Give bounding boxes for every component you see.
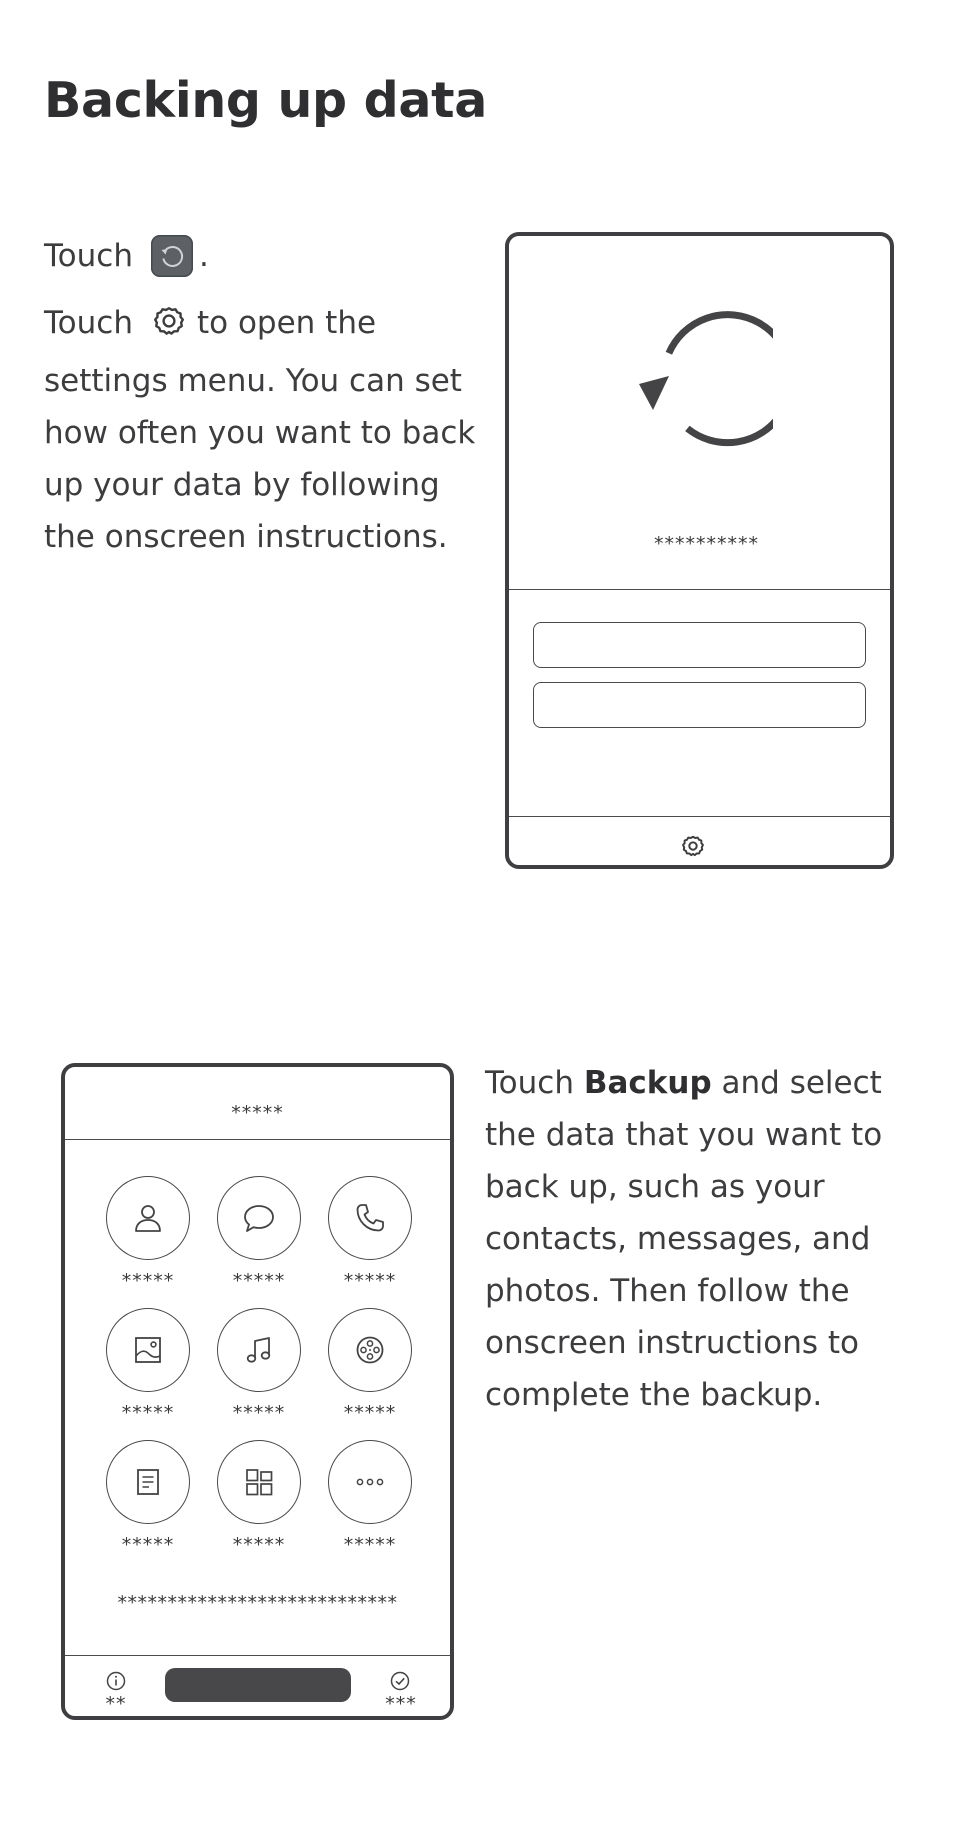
more-icon bbox=[353, 1476, 387, 1488]
chat-bubble-icon bbox=[241, 1201, 277, 1235]
item-label: ***** bbox=[343, 1402, 397, 1424]
item-label: ***** bbox=[232, 1270, 286, 1292]
calls-button[interactable] bbox=[328, 1176, 412, 1260]
page-title: Backing up data bbox=[44, 72, 488, 129]
music-note-icon bbox=[242, 1333, 276, 1367]
item-label: ***** bbox=[121, 1270, 175, 1292]
info-line: **************************** bbox=[117, 1592, 398, 1614]
touch-word: Touch bbox=[44, 238, 133, 274]
period: . bbox=[198, 238, 209, 274]
step-1-text bbox=[44, 230, 484, 282]
step-2-body: to open the settings menu. You can set how often you want to back up your data by following the onscreen instructions. bbox=[44, 305, 476, 555]
refresh-icon bbox=[625, 306, 773, 454]
backup-app-icon bbox=[151, 235, 193, 277]
touch-word: Touch bbox=[485, 1065, 574, 1101]
divider bbox=[509, 816, 890, 817]
divider bbox=[65, 1655, 450, 1656]
apps-button[interactable] bbox=[217, 1440, 301, 1524]
messages-button[interactable] bbox=[217, 1176, 301, 1260]
gear-icon bbox=[151, 303, 187, 355]
step-2-text bbox=[44, 297, 484, 563]
documents-button[interactable] bbox=[106, 1440, 190, 1524]
phone-data-selection-screen bbox=[61, 1063, 454, 1720]
image-icon bbox=[132, 1334, 164, 1366]
videos-button[interactable] bbox=[328, 1308, 412, 1392]
item-label: ***** bbox=[232, 1402, 286, 1424]
step-3-text bbox=[485, 1057, 930, 1421]
item-label: ***** bbox=[121, 1534, 175, 1556]
phone-icon bbox=[353, 1201, 387, 1235]
photos-button[interactable] bbox=[106, 1308, 190, 1392]
backup-keyword: Backup bbox=[583, 1065, 712, 1101]
divider bbox=[509, 589, 890, 590]
apps-grid-icon bbox=[243, 1466, 275, 1498]
contacts-button[interactable] bbox=[106, 1176, 190, 1260]
film-reel-icon bbox=[353, 1333, 387, 1367]
bottom-left-label: ** bbox=[105, 1693, 127, 1715]
backup-button[interactable] bbox=[165, 1668, 351, 1702]
item-label: ***** bbox=[343, 1534, 397, 1556]
gear-icon[interactable] bbox=[680, 833, 706, 863]
restore-option-field[interactable] bbox=[533, 682, 866, 728]
item-label: ***** bbox=[232, 1534, 286, 1556]
music-button[interactable] bbox=[217, 1308, 301, 1392]
bottom-right-label: *** bbox=[385, 1693, 417, 1715]
item-label: ***** bbox=[121, 1402, 175, 1424]
backup-option-field[interactable] bbox=[533, 622, 866, 668]
phone-backup-screen bbox=[505, 232, 894, 869]
more-button[interactable] bbox=[328, 1440, 412, 1524]
document-icon bbox=[132, 1466, 164, 1498]
divider bbox=[65, 1139, 450, 1140]
touch-word: Touch bbox=[44, 305, 133, 341]
item-label: ***** bbox=[343, 1270, 397, 1292]
screen-header: ***** bbox=[231, 1102, 284, 1124]
step-3-body: and select the data that you want to back up, such as your contacts, messages, and photos. Then follow the onscreen instructions to complete the backup. bbox=[485, 1065, 883, 1413]
backup-status-label: ********** bbox=[654, 533, 759, 555]
person-icon bbox=[131, 1201, 165, 1235]
